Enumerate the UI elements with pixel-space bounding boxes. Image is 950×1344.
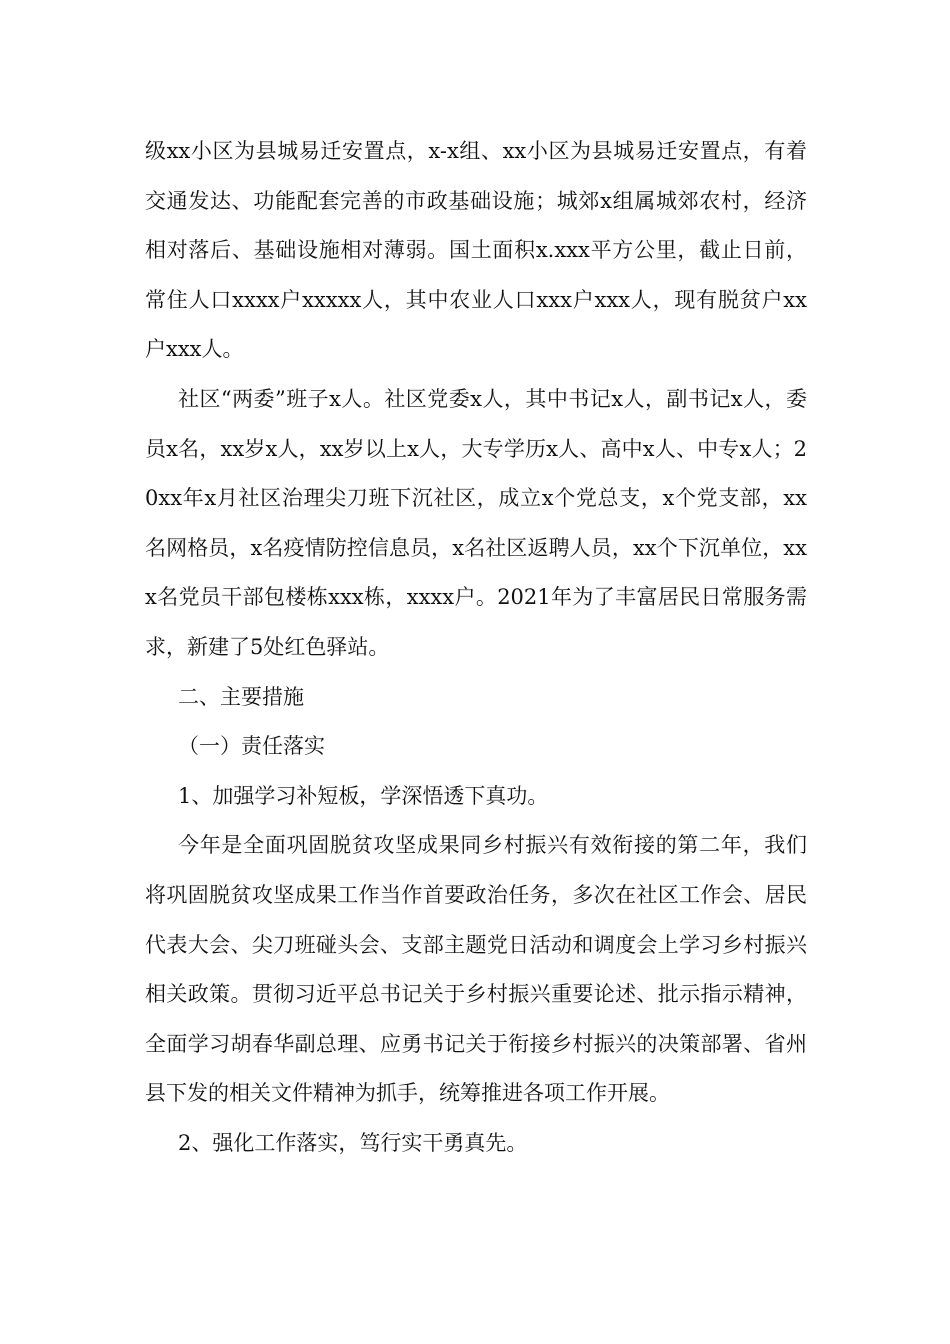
paragraph-community-overview: 级xx小区为县城易迁安置点，x-x组、xx小区为县城易迁安置点，有着交通发达、功能配套完善的市政基础设施；城郊x组属城郊农村，经济相对落后、基础设施相对薄弱。国土面积x.xxx平方公里，截止日前，常住人口xxxx户xxxxx人，其中农业人口xxx户xxx人，现有脱贫户xx户xxx人。 [145,139,807,362]
document-body [145,127,807,1168]
section-heading-main-measures: 二、主要措施 [178,684,304,709]
item-heading-2: 2、强化工作落实，笃行实干勇真先。 [178,1130,528,1155]
paragraph-committee-staffing: 社区“两委”班子x人。社区党委x人，其中书记x人，副书记x人，委员x名，xx岁x人，xx岁以上x人，大专学历x人、高中x人、中专x人；20xx年x月社区治理尖刀班下沉社区，成立x个党总支，x个党支部，xx名网格员，x名疫情防控信息员，x名社区返聘人员，xx个下沉单位，xxx名党员干部包楼栋xxx栋，xxxx户。2021年为了丰富居民日常服务需求，新建了5处红色驿站。 [145,386,807,659]
paragraph-study-policy: 今年是全面巩固脱贫攻坚成果同乡村振兴有效衔接的第二年，我们将巩固脱贫攻坚成果工作当作首要政治任务，多次在社区工作会、居民代表大会、尖刀班碰头会、支部主题党日活动和调度会上学习乡村振兴相关政策。贯彻习近平总书记关于乡村振兴重要论述、批示指示精神，全面学习胡春华副总理、应勇书记关于衔接乡村振兴的决策部署、省州县下发的相关文件精神为抓手，统筹推进各项工作开展。 [145,833,807,1106]
item-heading-1: 1、加强学习补短板，学深悟透下真功。 [178,783,549,808]
subsection-heading-responsibility: （一）责任落实 [178,734,325,759]
